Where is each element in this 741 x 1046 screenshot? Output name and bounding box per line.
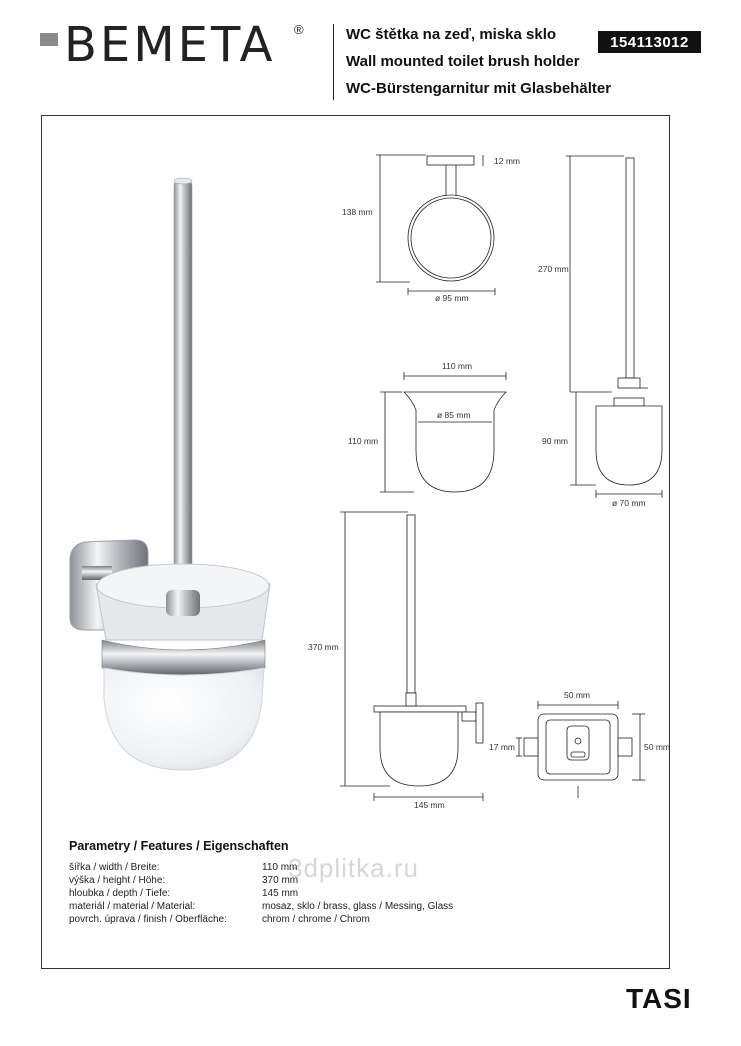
spec-row [69, 901, 669, 914]
dim-cup-height: 110 mm [348, 436, 379, 446]
spec-row [69, 875, 669, 888]
dim-total-height: 370 mm [308, 642, 339, 652]
spec-label: hloubka / depth / Tiefe: [69, 888, 171, 899]
dim-flange: 12 mm [494, 156, 520, 166]
spec-label: povrch. úprava / finish / Oberfläche: [69, 914, 227, 925]
dim-depth: 145 mm [414, 800, 445, 810]
spec-value: 145 mm [262, 888, 299, 899]
spec-value: 110 mm [262, 862, 298, 873]
spec-label: výška / height / Höhe: [69, 875, 166, 886]
spec-value: 370 mm [262, 875, 299, 886]
spec-row [69, 888, 669, 901]
dim-cup-width: 110 mm [442, 361, 473, 371]
features-heading: Parametry / Features / Eigenschaften [69, 839, 289, 853]
spec-row [69, 862, 669, 875]
brand-logo: BEMETA [64, 17, 276, 73]
title-cz: WC štětka na zeď, miska sklo [346, 26, 557, 43]
dim-plate-height: 50 mm [644, 742, 670, 752]
series-name: TASI [626, 983, 692, 1014]
registered-mark: ® [294, 22, 304, 37]
spec-value: chrom / chrome / Chrom [262, 914, 370, 925]
dim-ring-height: 138 mm [342, 207, 373, 217]
title-de: WC-Bürstengarnitur mit Glasbehälter [346, 80, 612, 97]
spec-label: materiál / material / Material: [69, 901, 196, 912]
product-photo [70, 178, 270, 770]
dim-cup-inner: ø 85 mm [437, 410, 471, 420]
dim-brush-head-diameter: ø 70 mm [612, 498, 646, 508]
dim-offset: 17 mm [489, 742, 515, 752]
watermark: 3dplitka.ru [288, 853, 419, 883]
dim-brush-length: 270 mm [538, 264, 569, 274]
dim-plate-width: 50 mm [564, 690, 590, 700]
product-code: 154113012 [598, 31, 701, 53]
title-en: Wall mounted toilet brush holder [346, 53, 580, 70]
spec-label: šířka / width / Breite: [69, 862, 160, 873]
dim-brush-head-height: 90 mm [542, 436, 568, 446]
dim-ring-diameter: ø 95 mm [435, 293, 469, 303]
spec-value: mosaz, sklo / brass, glass / Messing, Glass [262, 901, 454, 912]
spec-row [69, 914, 669, 927]
